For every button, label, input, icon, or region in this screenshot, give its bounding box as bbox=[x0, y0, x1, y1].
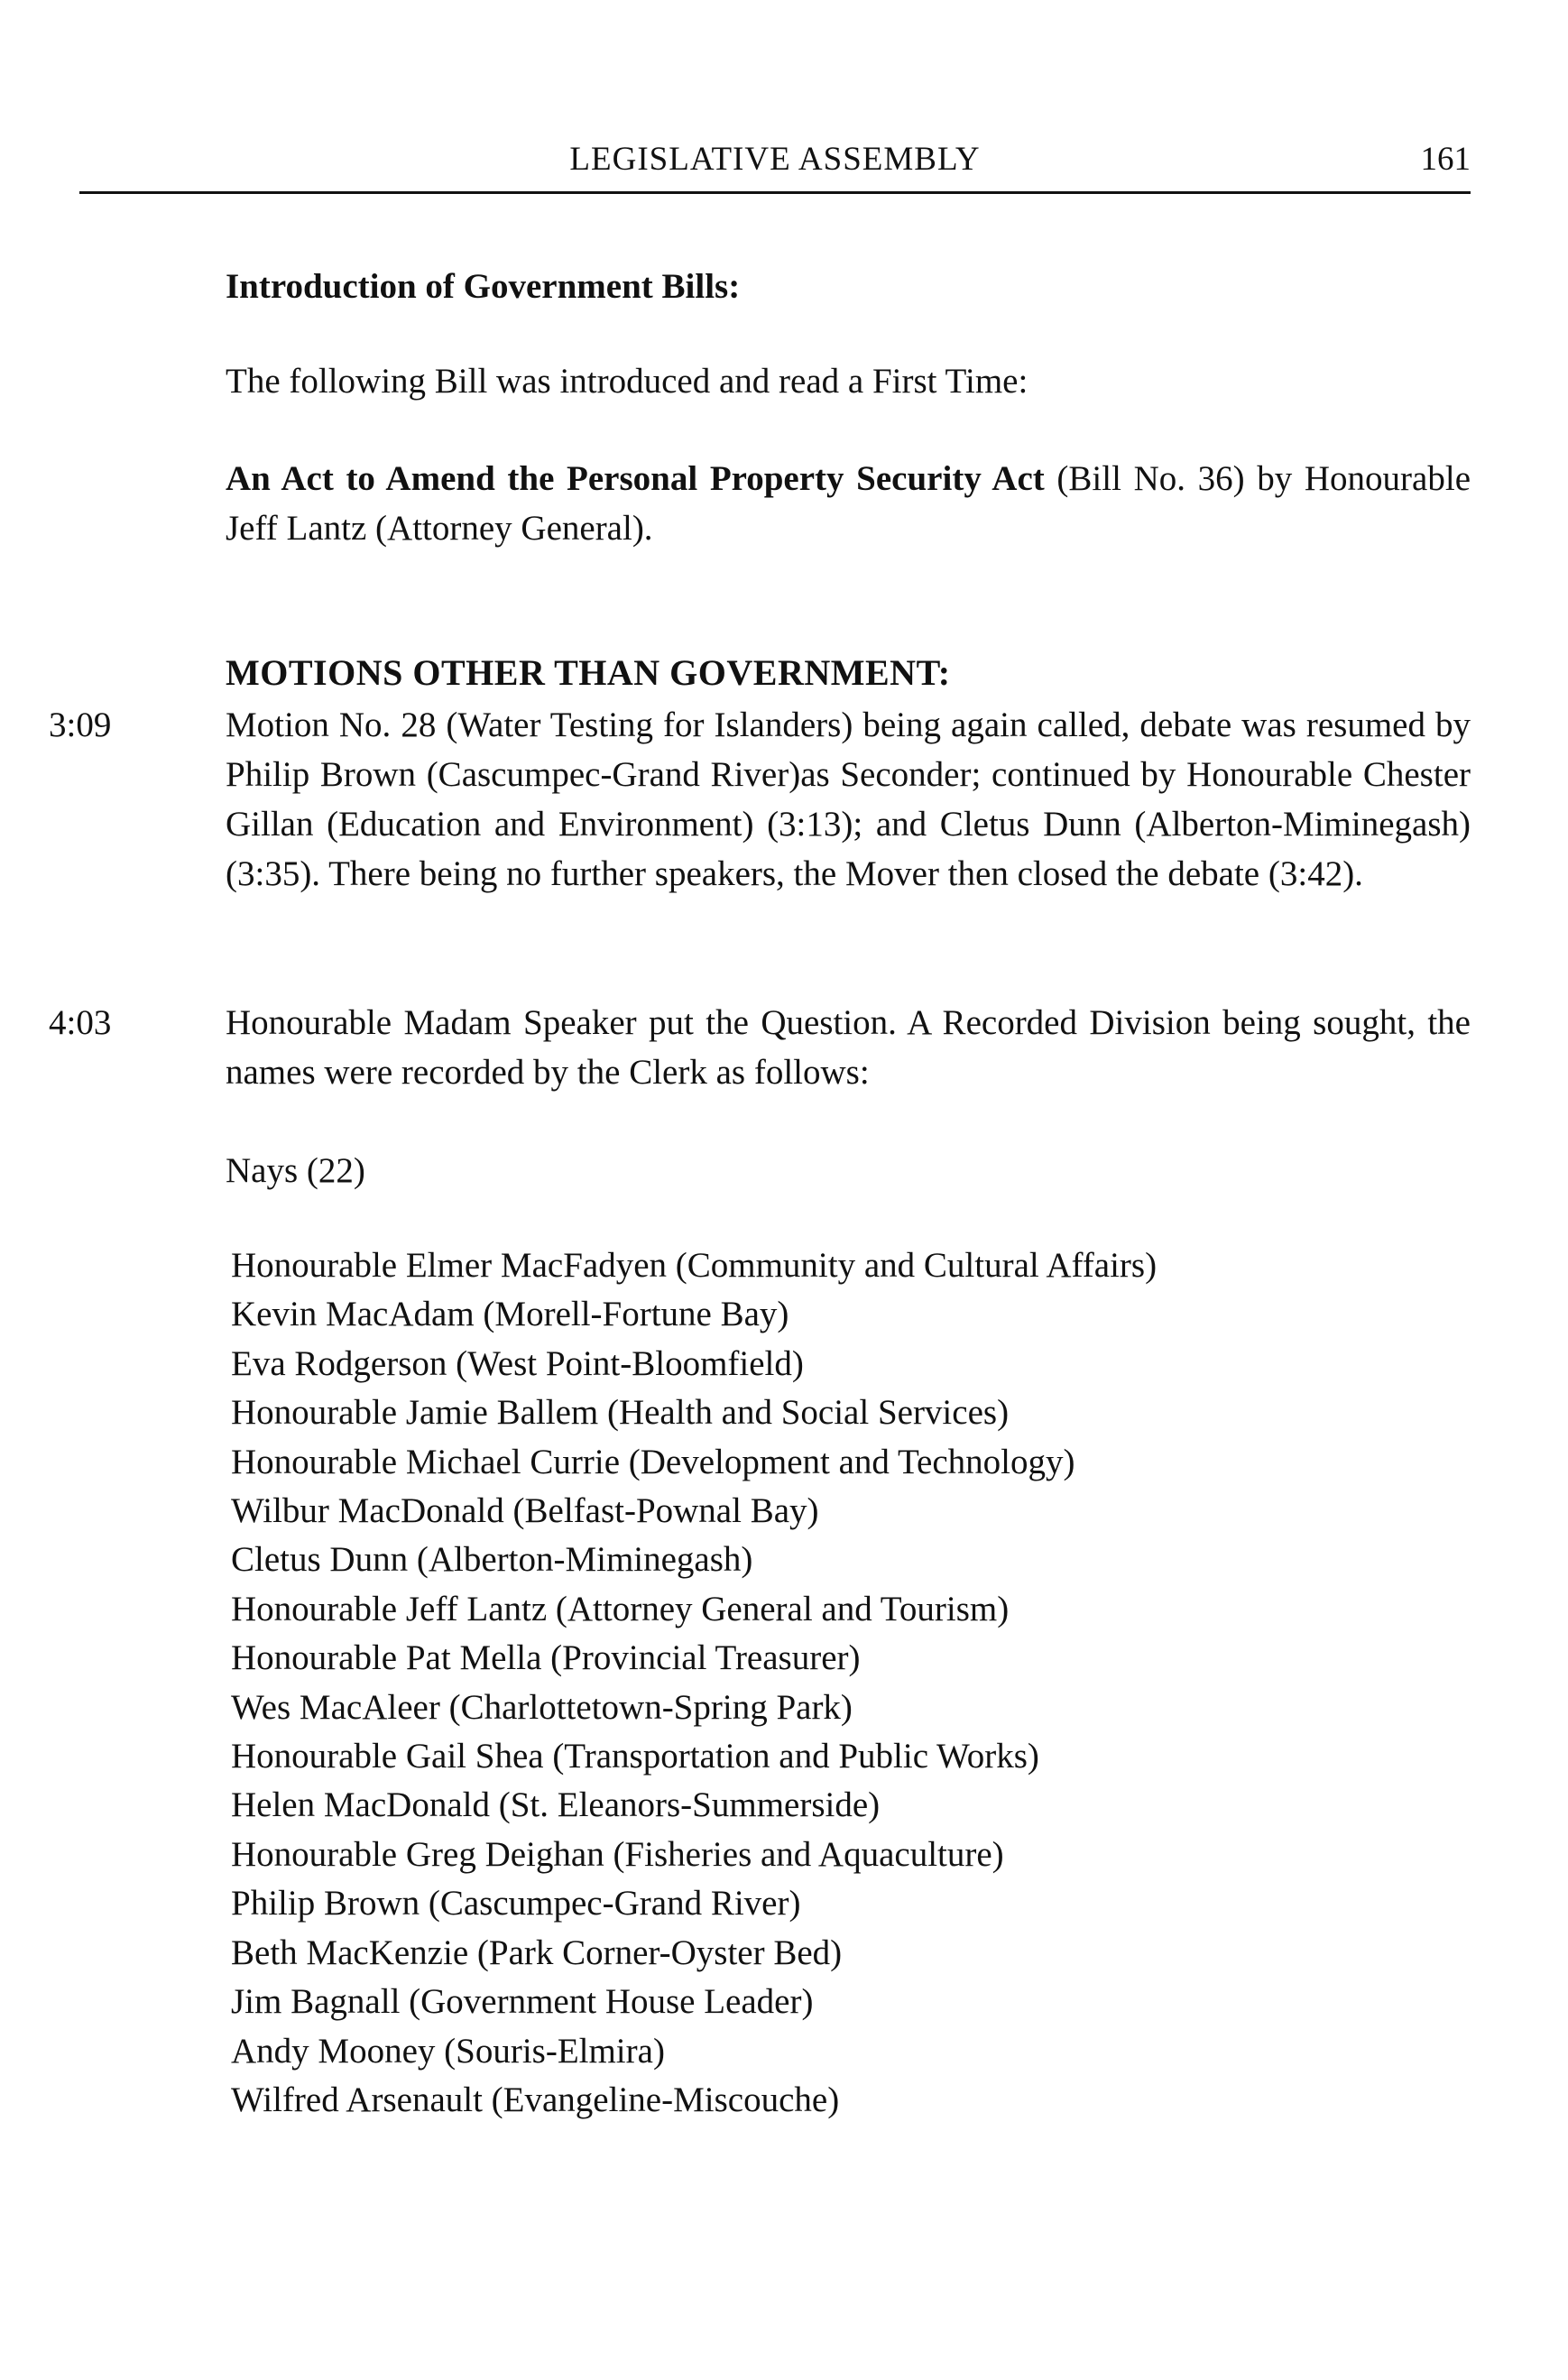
motions-heading: MOTIONS OTHER THAN GOVERNMENT: bbox=[226, 652, 951, 693]
gov-bills-intro: The following Bill was introduced and read a First Time: bbox=[226, 362, 1028, 401]
gov-bills-heading: Introduction of Government Bills: bbox=[226, 267, 741, 306]
list-item: Honourable Gail Shea (Transportation and Public Works) bbox=[231, 1737, 1039, 1776]
page-header bbox=[79, 143, 1471, 197]
list-item: Philip Brown (Cascumpec-Grand River) bbox=[231, 1884, 801, 1923]
list-item: Wes MacAleer (Charlottetown-Spring Park) bbox=[231, 1687, 853, 1727]
list-item: Honourable Jeff Lantz (Attorney General and Tourism) bbox=[231, 1589, 1010, 1628]
entry-text: Motion No. 28 (Water Testing for Islanders) being again called, debate was resumed by Philip Brown (Cascumpec-Grand River)as Seconder; continued by Honourable Chester Gillan (Education and Environment) (3:13); and Cletus Dunn (Alberton-Miminegash) (3:35). There being no further speakers, the Mover then closed the debate (3:42). bbox=[226, 706, 1471, 893]
nays-heading: Nays (22) bbox=[226, 1151, 365, 1190]
entry-text: Honourable Madam Speaker put the Question. A Recorded Division being sought, the names were recorded by the Clerk as follows: bbox=[226, 1003, 1471, 1092]
list-item: Wilfred Arsenault (Evangeline-Miscouche) bbox=[231, 2080, 840, 2119]
list-item: Wilbur MacDonald (Belfast-Pownal Bay) bbox=[231, 1491, 819, 1531]
running-title: LEGISLATIVE ASSEMBLY bbox=[569, 141, 981, 178]
list-item: Andy Mooney (Souris-Elmira) bbox=[231, 2031, 665, 2071]
list-item: Honourable Greg Deighan (Fisheries and Aquaculture) bbox=[231, 1834, 1004, 1874]
bill-title: An Act to Amend the Personal Property Security Act bbox=[226, 459, 1045, 498]
list-item: Kevin MacAdam (Morell-Fortune Bay) bbox=[231, 1295, 789, 1334]
list-item: Eva Rodgerson (West Point-Bloomfield) bbox=[231, 1343, 804, 1383]
list-item: Cletus Dunn (Alberton-Miminegash) bbox=[231, 1540, 753, 1580]
nays-list bbox=[231, 1241, 1476, 2125]
header-rule bbox=[79, 191, 1471, 194]
list-item: Jim Bagnall (Government House Leader) bbox=[231, 1982, 814, 2022]
list-item: Honourable Jamie Ballem (Health and Social Services) bbox=[231, 1393, 1010, 1433]
entry-time: 3:09 bbox=[49, 706, 112, 744]
list-item: Honourable Elmer MacFadyen (Community and Cultural Affairs) bbox=[231, 1246, 1158, 1285]
list-item: Beth MacKenzie (Park Corner-Oyster Bed) bbox=[231, 1933, 843, 1972]
list-item: Honourable Michael Currie (Development and Technology) bbox=[231, 1442, 1075, 1481]
page-number: 161 bbox=[1420, 141, 1471, 178]
entry-time: 4:03 bbox=[49, 1003, 112, 1042]
list-item: Honourable Pat Mella (Provincial Treasurer) bbox=[231, 1638, 861, 1678]
bill-paragraph bbox=[226, 454, 1471, 553]
bill-details: (Bill No. 36) by Honourable Jeff Lantz (Attorney General). bbox=[226, 459, 1471, 548]
list-item: Helen MacDonald (St. Eleanors-Summerside) bbox=[231, 1785, 881, 1825]
